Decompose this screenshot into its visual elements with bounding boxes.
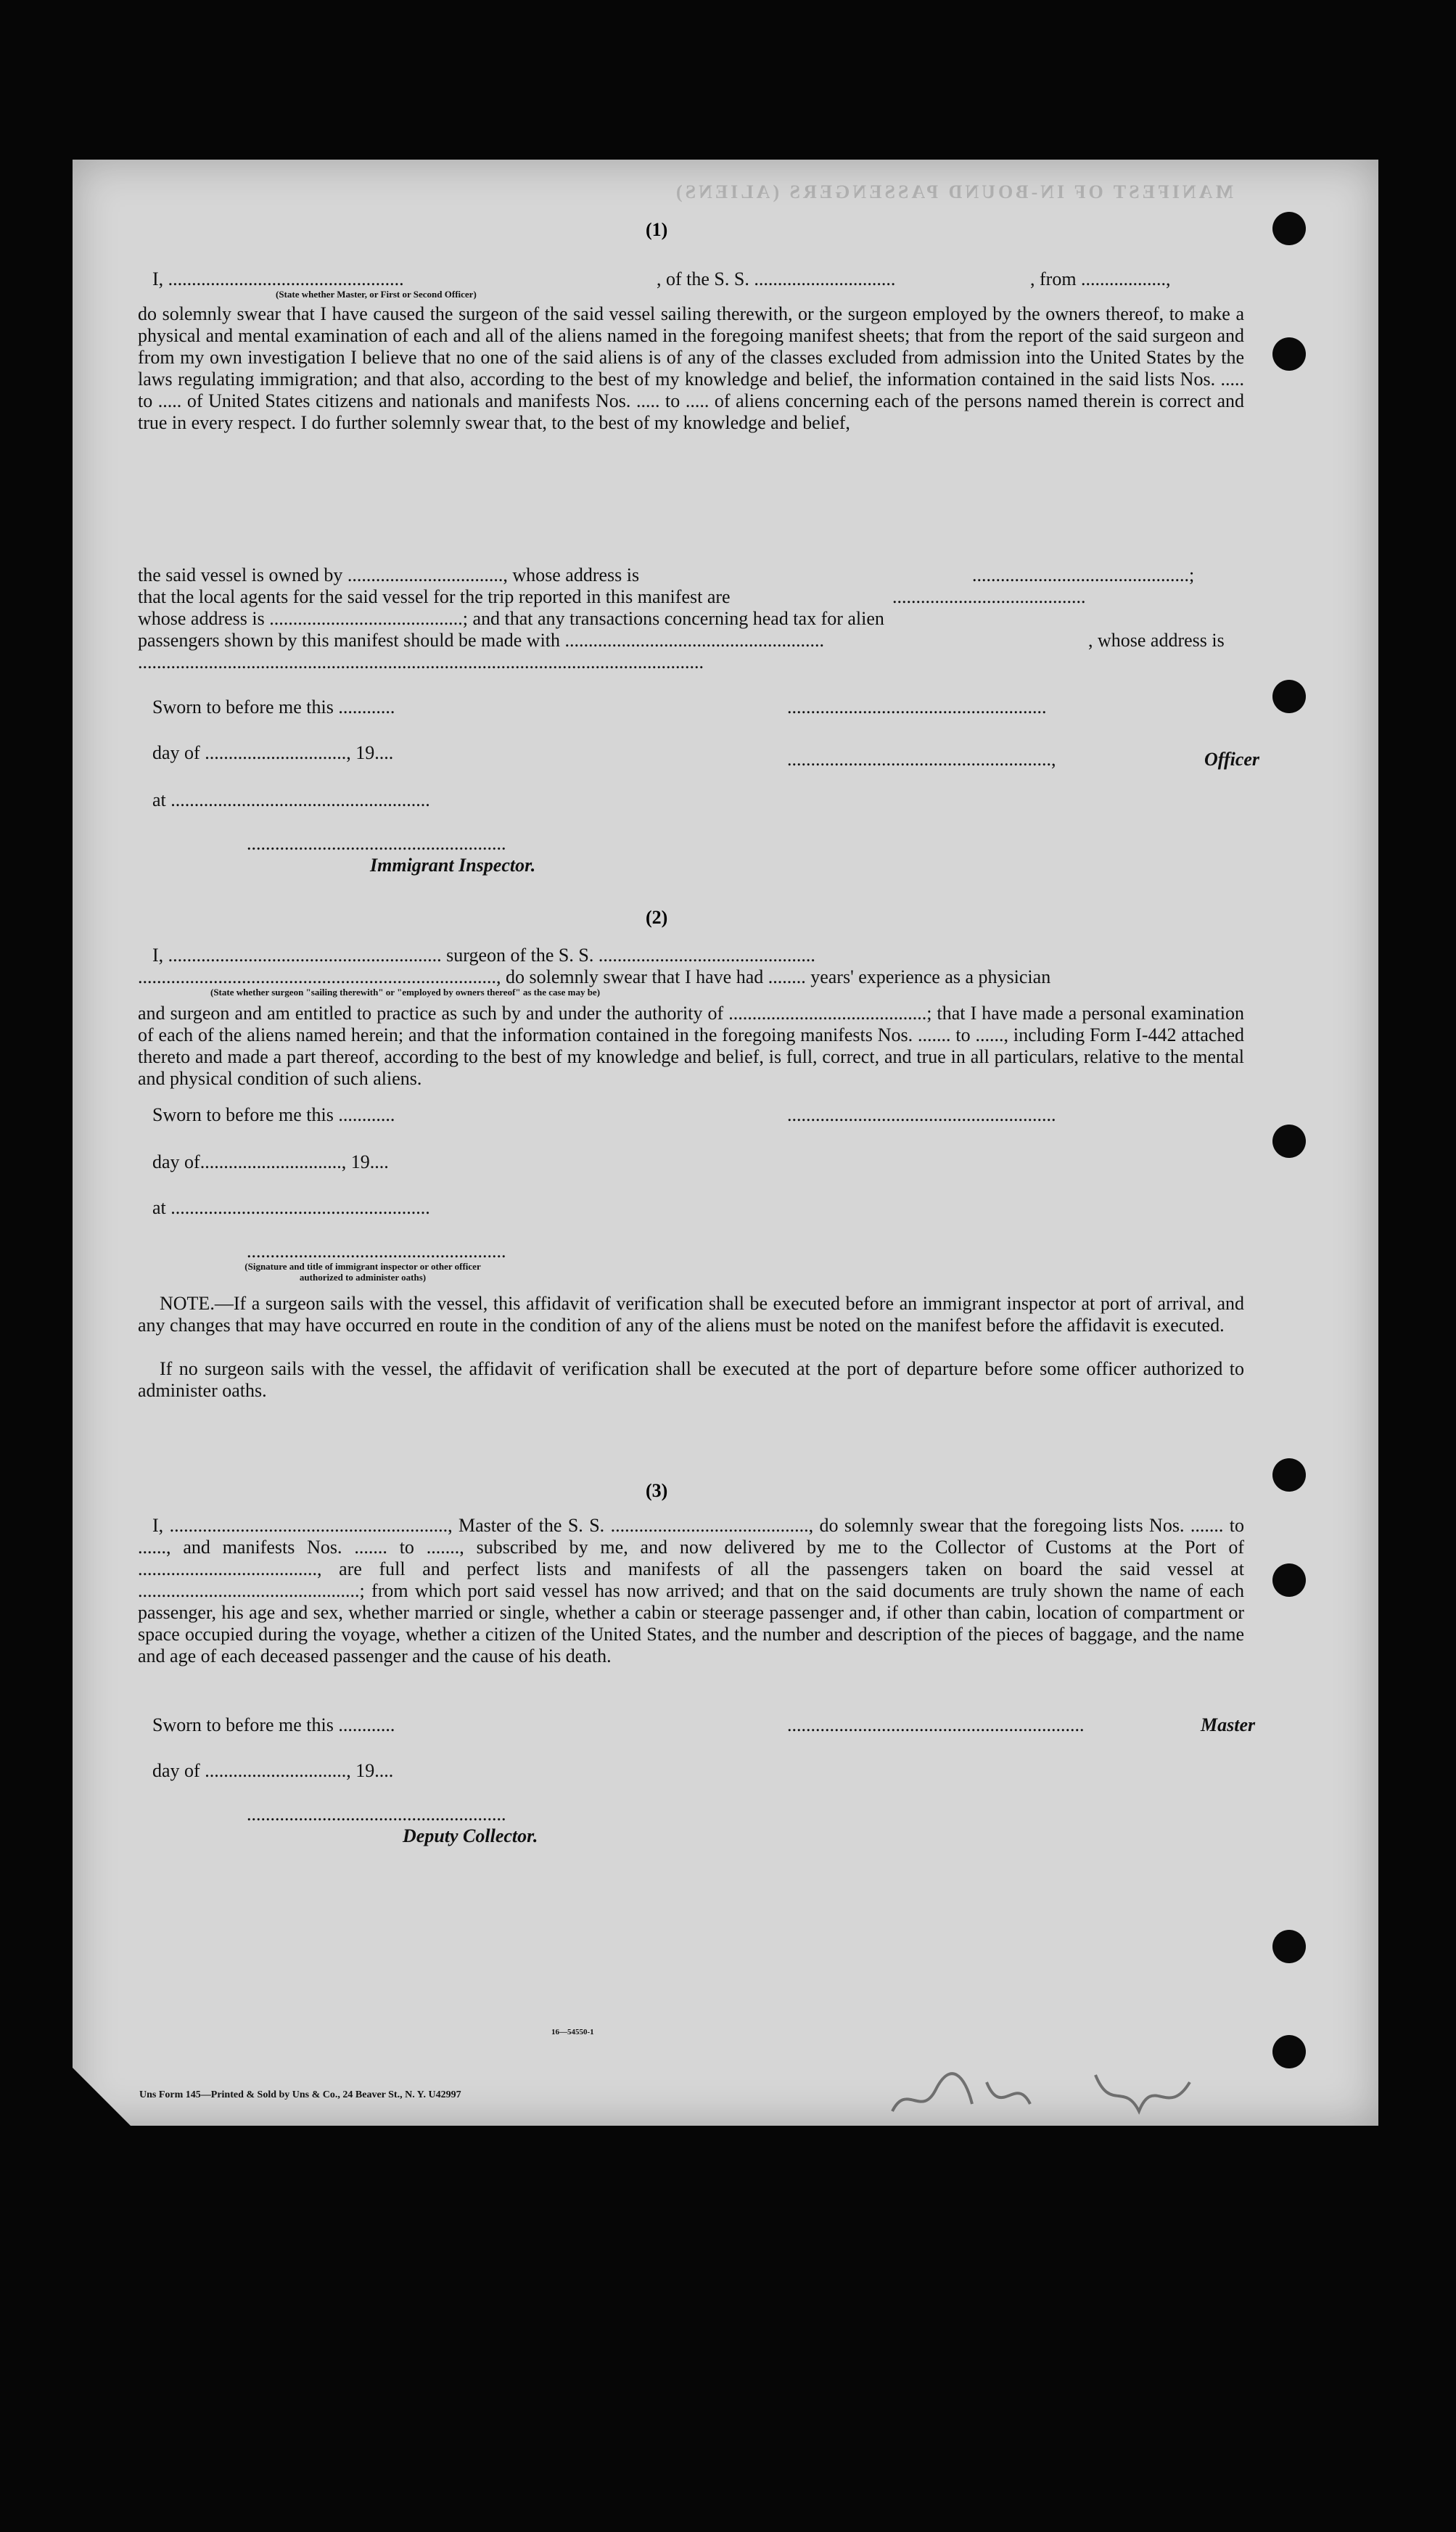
binder-hole [1272, 1930, 1306, 1963]
from-line: , from .................., [1030, 268, 1171, 289]
surgeon-paragraph: and surgeon and am entitled to practice as such by and under the authority of ..........................................; that I have made a personal examination of each of the aliens named herein; and that the information contained in the foregoing manifests Nos. ....... to ......, including Form I-442 attached thereto and made a part thereof, according to the best of my knowledge and belief, is full, correct, and true in all particulars, relative to the mental and physical condition of such aliens. [138, 1003, 1244, 1089]
officer-label: Officer [1204, 749, 1260, 770]
local-agents-line: that the local agents for the said vessel for the trip reported in this manifest are [138, 586, 731, 607]
address-dots-line: ........................................................................................................................ [138, 652, 704, 673]
owned-by-address: ..............................................; [972, 564, 1195, 585]
surgeon-signature-dots: ......................................................... [787, 1104, 1056, 1125]
officer-signature-dots: ........................................................, [787, 749, 1056, 770]
binder-hole [1272, 1458, 1306, 1492]
section-2-number: (2) [646, 907, 668, 928]
handwritten-signature [878, 2060, 1226, 2126]
printer-line: Uns Form 145—Printed & Sold by Uns & Co., 24 Beaver St., N. Y. U42997 [139, 2089, 461, 2100]
bleed-through-text: MANIFEST OF IN-BOUND PASSENGERS (ALIENS) [673, 181, 1233, 202]
at-line-2: at ....................................................... [152, 1197, 430, 1218]
folded-corner [73, 2068, 131, 2126]
immigrant-inspector-label: Immigrant Inspector. [370, 855, 536, 876]
officer-top-dots: ....................................................... [787, 696, 1047, 718]
collector-dots: ....................................................... [247, 1804, 506, 1825]
sworn-line-3: Sworn to before me this ............ [152, 1714, 395, 1735]
binder-hole [1272, 212, 1306, 245]
master-label: Master [1201, 1714, 1256, 1735]
section-1-number: (1) [646, 219, 668, 240]
oath-paragraph: do solemnly swear that I have caused the surgeon of the said vessel sailing therewith, or the surgeon employed by the owners thereof, to make a physical and mental examination of each and all of the aliens named in the foregoing manifest sheets; that from the report of the said surgeon and from my own investigation I believe that no one of the said aliens is of any of the classes excluded from admission into the United States by the laws regulating immigration; and that also, according to the best of my knowledge and belief, the information contained in the said lists Nos. ..... to ..... of United States citizens and nationals and manifests Nos. ..... to ..... of aliens concerning each of the persons named therein is correct and true in every respect. I do further solemnly swear that, to the best of my knowledge and belief, [138, 303, 1244, 433]
surgeon-note: (State whether surgeon "sailing therewith" or "employed by owners thereof" as the case may be) [210, 987, 601, 998]
binder-hole [1272, 1563, 1306, 1597]
day-line-1: day of .............................., 19.... [152, 742, 394, 763]
inspector-dots-1: ....................................................... [247, 833, 506, 854]
binder-hole [1272, 680, 1306, 713]
deputy-collector-label: Deputy Collector. [403, 1825, 538, 1846]
binder-hole [1272, 1125, 1306, 1158]
agents-address-line: whose address is .........................................; and that any transactions concerning head tax for alien [138, 608, 884, 629]
document-page [73, 160, 1378, 2126]
head-tax-address: , whose address is [1088, 630, 1225, 651]
owned-by-line: the said vessel is owned by ................................., whose address is [138, 564, 640, 585]
signature-title-note: (Signature and title of immigrant inspector or other officer authorized to administer oaths) [244, 1261, 481, 1283]
experience-line: ............................................................................, do solemnly swear that I have had ........ years' experience as a physician [138, 966, 1051, 987]
master-paragraph: I, ..........................................................., Master of the S. S. .........................................., do solemnly swear that the foregoing lists Nos. ....... to ......, and manifests Nos. ....... to ......., subscribed by me, and now delivered by me to the Collector of Customs at the Port of ......................................, are full and perfect lists and manifests of all the passengers taken on board the said vessel at ...............................................; from which port said vessel has now arrived; and that on the said documents are truly shown the name of each passenger, his age and sex, whether married or single, whether a cabin or steerage passenger and, if other than cabin, location of compartment or space occupied during the voyage, whether a citizen of the United States, and the number and description of the pieces of baggage, and the name and age of each deceased passenger and the cause of his death. [138, 1515, 1244, 1666]
section-3-number: (3) [646, 1480, 668, 1501]
day-line-3: day of .............................., 19.... [152, 1760, 394, 1781]
local-agents-dots: ......................................... [892, 586, 1086, 607]
note-paragraph-2: If no surgeon sails with the vessel, the affidavit of verification shall be executed at the port of departure before some officer authorized to administer oaths. [138, 1358, 1244, 1401]
binder-hole [1272, 2035, 1306, 2068]
master-signature-dots: ............................................................... [787, 1714, 1085, 1735]
binder-hole [1272, 337, 1306, 371]
sworn-line-2: Sworn to before me this ............ [152, 1104, 395, 1125]
head-tax-line: passengers shown by this manifest should be made with ....................................................... [138, 630, 825, 651]
at-line-1: at ....................................................... [152, 789, 430, 810]
surgeon-line: I, .......................................................... surgeon of the S. S. .............................................. [152, 945, 815, 966]
form-code: 16—54550-1 [551, 2028, 594, 2036]
master-role-note: (State whether Master, or First or Second Officer) [276, 289, 477, 300]
sworn-line-1: Sworn to before me this ............ [152, 696, 395, 718]
ss-line: , of the S. S. .............................. [657, 268, 896, 289]
inspector-dots-2: ....................................................... [247, 1241, 506, 1262]
master-name-line: I, .................................................. [152, 268, 404, 289]
day-line-2: day of.............................., 19.... [152, 1151, 389, 1172]
note-paragraph-1: NOTE.—If a surgeon sails with the vessel, this affidavit of verification shall be executed before an immigrant inspector at port of arrival, and any changes that may have occurred en route in the condition of any of the aliens must be noted on the manifest before the affidavit is executed. [138, 1293, 1244, 1336]
